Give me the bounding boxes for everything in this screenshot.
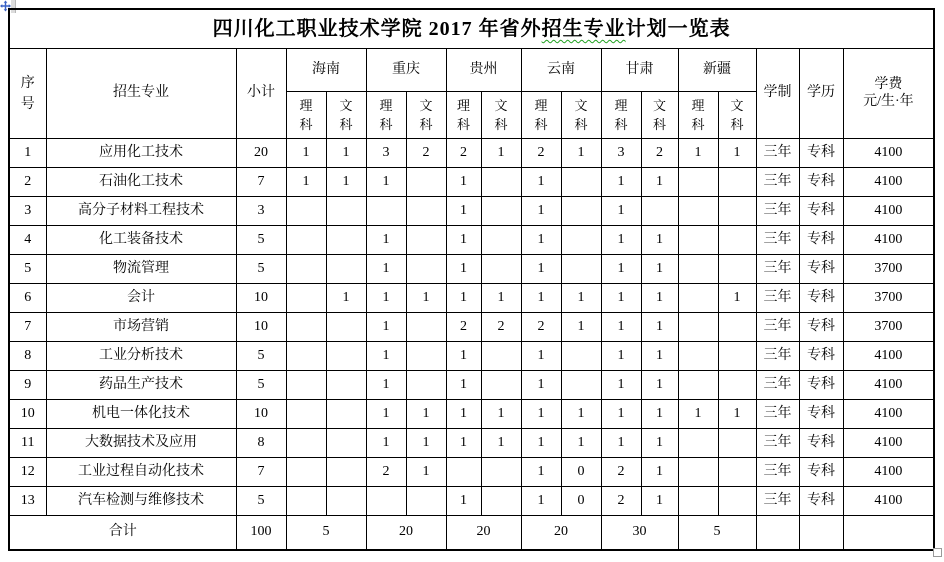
plan-count-cell[interactable]: 1 bbox=[678, 400, 718, 429]
plan-count-cell[interactable]: 1 bbox=[561, 284, 601, 313]
plan-count-cell[interactable]: 1 bbox=[718, 139, 756, 168]
plan-count-cell[interactable]: 1 bbox=[406, 429, 446, 458]
plan-count-cell[interactable] bbox=[678, 168, 718, 197]
degree-cell[interactable]: 专科 bbox=[799, 371, 843, 400]
plan-count-cell[interactable] bbox=[406, 168, 446, 197]
plan-count-cell[interactable]: 2 bbox=[446, 313, 481, 342]
major-name-cell[interactable]: 大数据技术及应用 bbox=[46, 429, 236, 458]
plan-count-cell[interactable]: 1 bbox=[366, 226, 406, 255]
plan-count-cell[interactable]: 1 bbox=[521, 371, 561, 400]
plan-count-cell[interactable]: 1 bbox=[641, 284, 678, 313]
total-row bbox=[9, 516, 934, 551]
plan-count-cell[interactable]: 1 bbox=[641, 487, 678, 516]
degree-cell[interactable]: 专科 bbox=[799, 139, 843, 168]
tuition-cell[interactable]: 3700 bbox=[843, 284, 934, 313]
col-header-science: 理科 bbox=[286, 92, 326, 139]
degree-cell[interactable]: 专科 bbox=[799, 313, 843, 342]
plan-count-cell[interactable] bbox=[286, 284, 326, 313]
duration-cell[interactable]: 三年 bbox=[756, 429, 799, 458]
plan-count-cell[interactable]: 1 bbox=[481, 284, 521, 313]
subtotal-cell[interactable]: 5 bbox=[236, 255, 286, 284]
duration-cell[interactable]: 三年 bbox=[756, 284, 799, 313]
plan-count-cell[interactable] bbox=[718, 429, 756, 458]
row-index-cell[interactable]: 3 bbox=[9, 197, 46, 226]
tuition-cell[interactable]: 4100 bbox=[843, 226, 934, 255]
row-index-cell[interactable]: 11 bbox=[9, 429, 46, 458]
plan-count-cell[interactable] bbox=[326, 255, 366, 284]
table-row bbox=[9, 313, 934, 342]
plan-count-cell[interactable] bbox=[326, 458, 366, 487]
plan-count-cell[interactable]: 1 bbox=[601, 284, 641, 313]
subtotal-cell[interactable]: 7 bbox=[236, 168, 286, 197]
plan-count-cell[interactable]: 1 bbox=[446, 487, 481, 516]
table-row bbox=[9, 487, 934, 516]
col-header-major: 招生专业 bbox=[46, 49, 236, 139]
row-index-cell[interactable]: 1 bbox=[9, 139, 46, 168]
plan-count-cell[interactable]: 1 bbox=[446, 429, 481, 458]
plan-count-cell[interactable] bbox=[286, 342, 326, 371]
row-index-cell[interactable]: 6 bbox=[9, 284, 46, 313]
col-header-index: 序号 bbox=[9, 49, 46, 139]
plan-count-cell[interactable]: 1 bbox=[521, 458, 561, 487]
col-header-subtotal: 小计 bbox=[236, 49, 286, 139]
major-name-cell[interactable]: 汽车检测与维修技术 bbox=[46, 487, 236, 516]
major-name-cell[interactable]: 药品生产技术 bbox=[46, 371, 236, 400]
plan-count-cell[interactable]: 2 bbox=[641, 139, 678, 168]
degree-cell[interactable]: 专科 bbox=[799, 284, 843, 313]
plan-count-cell[interactable] bbox=[481, 458, 521, 487]
plan-count-cell[interactable] bbox=[678, 197, 718, 226]
plan-count-cell[interactable]: 1 bbox=[521, 342, 561, 371]
plan-count-cell[interactable]: 1 bbox=[481, 139, 521, 168]
plan-count-cell[interactable] bbox=[481, 342, 521, 371]
plan-count-cell[interactable] bbox=[286, 400, 326, 429]
plan-count-cell[interactable]: 1 bbox=[561, 139, 601, 168]
plan-count-cell[interactable]: 1 bbox=[366, 255, 406, 284]
col-header-arts: 文科 bbox=[406, 92, 446, 139]
plan-count-cell[interactable]: 1 bbox=[446, 226, 481, 255]
plan-count-cell[interactable]: 1 bbox=[718, 400, 756, 429]
plan-count-cell[interactable] bbox=[678, 313, 718, 342]
degree-cell[interactable]: 专科 bbox=[799, 255, 843, 284]
tuition-cell[interactable]: 4100 bbox=[843, 371, 934, 400]
enrollment-plan-table bbox=[8, 8, 935, 551]
plan-count-cell[interactable]: 3 bbox=[601, 139, 641, 168]
tuition-cell[interactable]: 4100 bbox=[843, 458, 934, 487]
plan-count-cell[interactable]: 1 bbox=[641, 400, 678, 429]
plan-count-cell[interactable]: 1 bbox=[366, 371, 406, 400]
plan-count-cell[interactable]: 1 bbox=[521, 284, 561, 313]
plan-count-cell[interactable]: 1 bbox=[601, 342, 641, 371]
title-row bbox=[9, 9, 934, 49]
plan-count-cell[interactable]: 1 bbox=[601, 255, 641, 284]
plan-count-cell[interactable] bbox=[286, 226, 326, 255]
col-header-arts: 文科 bbox=[718, 92, 756, 139]
subtotal-cell[interactable]: 10 bbox=[236, 400, 286, 429]
plan-count-cell[interactable] bbox=[406, 197, 446, 226]
duration-cell[interactable]: 三年 bbox=[756, 371, 799, 400]
table-row bbox=[9, 284, 934, 313]
plan-count-cell[interactable] bbox=[286, 429, 326, 458]
total-province-cell[interactable]: 5 bbox=[678, 516, 756, 551]
plan-count-cell[interactable] bbox=[481, 487, 521, 516]
major-name-cell[interactable]: 工业过程自动化技术 bbox=[46, 458, 236, 487]
plan-count-cell[interactable]: 1 bbox=[326, 168, 366, 197]
plan-count-cell[interactable]: 1 bbox=[601, 429, 641, 458]
duration-cell[interactable]: 三年 bbox=[756, 458, 799, 487]
subtotal-cell[interactable]: 20 bbox=[236, 139, 286, 168]
table-resize-handle-icon[interactable] bbox=[933, 548, 942, 557]
plan-count-cell[interactable]: 2 bbox=[521, 313, 561, 342]
plan-count-cell[interactable]: 1 bbox=[481, 400, 521, 429]
title-prefix: 四川化工职业技术学院 2017 年省外 bbox=[212, 18, 542, 40]
plan-count-cell[interactable]: 1 bbox=[601, 168, 641, 197]
degree-cell[interactable]: 专科 bbox=[799, 458, 843, 487]
col-header-arts: 文科 bbox=[481, 92, 521, 139]
plan-count-cell[interactable]: 0 bbox=[561, 487, 601, 516]
major-name-cell[interactable]: 工业分析技术 bbox=[46, 342, 236, 371]
total-tuition-cell[interactable] bbox=[843, 516, 934, 551]
plan-count-cell[interactable]: 1 bbox=[446, 371, 481, 400]
plan-count-cell[interactable]: 1 bbox=[366, 168, 406, 197]
plan-count-cell[interactable] bbox=[406, 371, 446, 400]
plan-count-cell[interactable] bbox=[678, 226, 718, 255]
plan-count-cell[interactable] bbox=[718, 313, 756, 342]
plan-count-cell[interactable] bbox=[481, 168, 521, 197]
plan-count-cell[interactable]: 1 bbox=[446, 168, 481, 197]
row-index-cell[interactable]: 10 bbox=[9, 400, 46, 429]
plan-count-cell[interactable]: 1 bbox=[366, 313, 406, 342]
tuition-cell[interactable]: 4100 bbox=[843, 342, 934, 371]
col-header-province-hainan: 海南 bbox=[286, 49, 366, 92]
major-name-cell[interactable]: 高分子材料工程技术 bbox=[46, 197, 236, 226]
major-name-cell[interactable]: 会计 bbox=[46, 284, 236, 313]
plan-count-cell[interactable]: 1 bbox=[446, 197, 481, 226]
plan-count-cell[interactable]: 1 bbox=[521, 429, 561, 458]
plan-count-cell[interactable] bbox=[481, 255, 521, 284]
subtotal-cell[interactable]: 5 bbox=[236, 226, 286, 255]
plan-count-cell[interactable]: 1 bbox=[406, 284, 446, 313]
col-header-science: 理科 bbox=[366, 92, 406, 139]
plan-count-cell[interactable] bbox=[286, 313, 326, 342]
plan-count-cell[interactable] bbox=[561, 226, 601, 255]
total-subtotal-cell[interactable]: 100 bbox=[236, 516, 286, 551]
row-index-cell[interactable]: 13 bbox=[9, 487, 46, 516]
tuition-cell[interactable]: 4100 bbox=[843, 197, 934, 226]
plan-count-cell[interactable]: 1 bbox=[286, 168, 326, 197]
plan-count-cell[interactable] bbox=[286, 487, 326, 516]
plan-count-cell[interactable] bbox=[326, 487, 366, 516]
subtotal-cell[interactable]: 5 bbox=[236, 342, 286, 371]
plan-count-cell[interactable]: 1 bbox=[406, 400, 446, 429]
plan-count-cell[interactable] bbox=[678, 255, 718, 284]
col-header-science: 理科 bbox=[601, 92, 641, 139]
major-name-cell[interactable]: 机电一体化技术 bbox=[46, 400, 236, 429]
subtotal-cell[interactable]: 8 bbox=[236, 429, 286, 458]
tuition-cell[interactable]: 4100 bbox=[843, 487, 934, 516]
subtotal-cell[interactable]: 10 bbox=[236, 284, 286, 313]
duration-cell[interactable]: 三年 bbox=[756, 139, 799, 168]
degree-cell[interactable]: 专科 bbox=[799, 168, 843, 197]
page-title bbox=[9, 9, 934, 49]
degree-cell[interactable]: 专科 bbox=[799, 197, 843, 226]
plan-count-cell[interactable] bbox=[718, 197, 756, 226]
plan-count-cell[interactable] bbox=[326, 313, 366, 342]
tuition-header-line1: 学费 bbox=[874, 76, 903, 92]
total-duration-cell[interactable] bbox=[756, 516, 799, 551]
plan-count-cell[interactable]: 2 bbox=[366, 458, 406, 487]
plan-count-cell[interactable]: 1 bbox=[601, 371, 641, 400]
major-name-cell[interactable]: 石油化工技术 bbox=[46, 168, 236, 197]
plan-count-cell[interactable]: 2 bbox=[481, 313, 521, 342]
plan-count-cell[interactable]: 3 bbox=[366, 139, 406, 168]
plan-count-cell[interactable]: 1 bbox=[641, 168, 678, 197]
plan-count-cell[interactable] bbox=[678, 458, 718, 487]
plan-count-cell[interactable] bbox=[286, 371, 326, 400]
plan-count-cell[interactable]: 1 bbox=[481, 429, 521, 458]
plan-count-cell[interactable] bbox=[678, 371, 718, 400]
plan-count-cell[interactable]: 1 bbox=[446, 342, 481, 371]
duration-cell[interactable]: 三年 bbox=[756, 342, 799, 371]
duration-cell[interactable]: 三年 bbox=[756, 400, 799, 429]
table-row bbox=[9, 458, 934, 487]
plan-count-cell[interactable]: 1 bbox=[326, 284, 366, 313]
plan-count-cell[interactable]: 1 bbox=[561, 400, 601, 429]
plan-count-cell[interactable]: 1 bbox=[601, 400, 641, 429]
degree-cell[interactable]: 专科 bbox=[799, 342, 843, 371]
plan-count-cell[interactable] bbox=[718, 371, 756, 400]
plan-count-cell[interactable]: 1 bbox=[641, 342, 678, 371]
tuition-cell[interactable]: 3700 bbox=[843, 313, 934, 342]
plan-count-cell[interactable]: 2 bbox=[406, 139, 446, 168]
tuition-cell[interactable]: 4100 bbox=[843, 139, 934, 168]
plan-count-cell[interactable] bbox=[678, 342, 718, 371]
plan-count-cell[interactable]: 1 bbox=[678, 139, 718, 168]
plan-count-cell[interactable] bbox=[326, 197, 366, 226]
plan-count-cell[interactable]: 1 bbox=[561, 429, 601, 458]
row-index-cell[interactable]: 2 bbox=[9, 168, 46, 197]
plan-count-cell[interactable] bbox=[286, 197, 326, 226]
plan-count-cell[interactable]: 1 bbox=[601, 226, 641, 255]
plan-count-cell[interactable] bbox=[286, 458, 326, 487]
table-row bbox=[9, 429, 934, 458]
row-index-cell[interactable]: 7 bbox=[9, 313, 46, 342]
plan-count-cell[interactable]: 1 bbox=[446, 255, 481, 284]
plan-count-cell[interactable]: 1 bbox=[641, 313, 678, 342]
total-label-cell[interactable]: 合计 bbox=[9, 516, 236, 551]
col-header-arts: 文科 bbox=[561, 92, 601, 139]
plan-count-cell[interactable]: 1 bbox=[718, 284, 756, 313]
plan-count-cell[interactable]: 1 bbox=[366, 429, 406, 458]
degree-cell[interactable]: 专科 bbox=[799, 429, 843, 458]
plan-count-cell[interactable]: 1 bbox=[521, 255, 561, 284]
plan-count-cell[interactable] bbox=[718, 487, 756, 516]
plan-count-cell[interactable]: 1 bbox=[601, 197, 641, 226]
duration-cell[interactable]: 三年 bbox=[756, 255, 799, 284]
col-header-province-chongqing: 重庆 bbox=[366, 49, 446, 92]
table-row bbox=[9, 168, 934, 197]
plan-count-cell[interactable] bbox=[326, 400, 366, 429]
plan-count-cell[interactable] bbox=[406, 226, 446, 255]
col-header-arts: 文科 bbox=[326, 92, 366, 139]
row-index-cell[interactable]: 9 bbox=[9, 371, 46, 400]
title-suffix: 计划一览表 bbox=[625, 18, 731, 40]
plan-count-cell[interactable] bbox=[366, 487, 406, 516]
plan-count-cell[interactable]: 1 bbox=[521, 197, 561, 226]
plan-count-cell[interactable] bbox=[406, 313, 446, 342]
tuition-header-line2: 元/生·年 bbox=[863, 93, 914, 109]
col-header-degree: 学历 bbox=[799, 49, 843, 139]
duration-cell[interactable]: 三年 bbox=[756, 226, 799, 255]
col-header-arts: 文科 bbox=[641, 92, 678, 139]
duration-cell[interactable]: 三年 bbox=[756, 197, 799, 226]
plan-count-cell[interactable]: 0 bbox=[561, 458, 601, 487]
total-degree-cell[interactable] bbox=[799, 516, 843, 551]
row-index-cell[interactable]: 5 bbox=[9, 255, 46, 284]
plan-count-cell[interactable] bbox=[718, 168, 756, 197]
plan-count-cell[interactable] bbox=[561, 255, 601, 284]
plan-count-cell[interactable]: 1 bbox=[641, 429, 678, 458]
plan-count-cell[interactable] bbox=[406, 342, 446, 371]
plan-count-cell[interactable]: 1 bbox=[286, 139, 326, 168]
col-header-duration: 学制 bbox=[756, 49, 799, 139]
degree-cell[interactable]: 专科 bbox=[799, 226, 843, 255]
plan-count-cell[interactable] bbox=[561, 342, 601, 371]
tuition-cell[interactable]: 4100 bbox=[843, 400, 934, 429]
duration-cell[interactable]: 三年 bbox=[756, 487, 799, 516]
plan-count-cell[interactable]: 2 bbox=[601, 487, 641, 516]
subtotal-cell[interactable]: 3 bbox=[236, 197, 286, 226]
plan-count-cell[interactable] bbox=[641, 197, 678, 226]
table-row bbox=[9, 255, 934, 284]
plan-count-cell[interactable] bbox=[326, 342, 366, 371]
plan-count-cell[interactable] bbox=[678, 487, 718, 516]
row-index-cell[interactable]: 8 bbox=[9, 342, 46, 371]
total-province-cell[interactable]: 20 bbox=[521, 516, 601, 551]
plan-count-cell[interactable] bbox=[326, 226, 366, 255]
major-name-cell[interactable]: 应用化工技术 bbox=[46, 139, 236, 168]
major-name-cell[interactable]: 物流管理 bbox=[46, 255, 236, 284]
subtotal-cell[interactable]: 7 bbox=[236, 458, 286, 487]
plan-count-cell[interactable] bbox=[481, 226, 521, 255]
plan-count-cell[interactable] bbox=[718, 342, 756, 371]
major-name-cell[interactable]: 市场营销 bbox=[46, 313, 236, 342]
plan-count-cell[interactable]: 1 bbox=[521, 487, 561, 516]
plan-count-cell[interactable] bbox=[561, 168, 601, 197]
plan-count-cell[interactable]: 1 bbox=[521, 226, 561, 255]
plan-count-cell[interactable] bbox=[326, 429, 366, 458]
plan-count-cell[interactable]: 1 bbox=[366, 342, 406, 371]
plan-count-cell[interactable] bbox=[561, 371, 601, 400]
plan-count-cell[interactable] bbox=[446, 458, 481, 487]
plan-count-cell[interactable] bbox=[406, 255, 446, 284]
plan-count-cell[interactable]: 1 bbox=[641, 255, 678, 284]
plan-count-cell[interactable]: 1 bbox=[641, 371, 678, 400]
plan-count-cell[interactable]: 2 bbox=[521, 139, 561, 168]
plan-count-cell[interactable] bbox=[406, 487, 446, 516]
col-header-province-xinjiang: 新疆 bbox=[678, 49, 756, 92]
row-index-cell[interactable]: 4 bbox=[9, 226, 46, 255]
plan-count-cell[interactable] bbox=[481, 371, 521, 400]
header-row-provinces bbox=[9, 49, 934, 92]
degree-cell[interactable]: 专科 bbox=[799, 400, 843, 429]
plan-count-cell[interactable]: 1 bbox=[521, 168, 561, 197]
title-spellcheck-marked: 招生专业 bbox=[541, 18, 626, 40]
plan-count-cell[interactable] bbox=[678, 284, 718, 313]
plan-count-cell[interactable]: 1 bbox=[446, 284, 481, 313]
subtotal-cell[interactable]: 5 bbox=[236, 487, 286, 516]
plan-count-cell[interactable]: 1 bbox=[561, 313, 601, 342]
subtotal-cell[interactable]: 10 bbox=[236, 313, 286, 342]
col-header-science: 理科 bbox=[521, 92, 561, 139]
total-province-cell[interactable]: 30 bbox=[601, 516, 678, 551]
plan-count-cell[interactable]: 1 bbox=[366, 284, 406, 313]
plan-count-cell[interactable]: 1 bbox=[641, 226, 678, 255]
plan-count-cell[interactable] bbox=[718, 226, 756, 255]
table-row bbox=[9, 400, 934, 429]
col-header-tuition bbox=[843, 49, 934, 139]
total-province-cell[interactable]: 5 bbox=[286, 516, 366, 551]
col-header-province-yunnan: 云南 bbox=[521, 49, 601, 92]
plan-count-cell[interactable] bbox=[561, 197, 601, 226]
plan-count-cell[interactable] bbox=[718, 458, 756, 487]
duration-cell[interactable]: 三年 bbox=[756, 168, 799, 197]
plan-count-cell[interactable]: 1 bbox=[446, 400, 481, 429]
plan-count-cell[interactable] bbox=[326, 371, 366, 400]
table-row bbox=[9, 371, 934, 400]
tuition-cell[interactable]: 4100 bbox=[843, 168, 934, 197]
plan-count-cell[interactable]: 2 bbox=[446, 139, 481, 168]
col-header-science: 理科 bbox=[678, 92, 718, 139]
col-header-science: 理科 bbox=[446, 92, 481, 139]
plan-count-cell[interactable]: 1 bbox=[601, 313, 641, 342]
major-name-cell[interactable]: 化工装备技术 bbox=[46, 226, 236, 255]
col-header-province-guizhou: 贵州 bbox=[446, 49, 521, 92]
plan-count-cell[interactable] bbox=[481, 197, 521, 226]
duration-cell[interactable]: 三年 bbox=[756, 313, 799, 342]
plan-count-cell[interactable] bbox=[366, 197, 406, 226]
plan-count-cell[interactable] bbox=[718, 255, 756, 284]
table-row bbox=[9, 226, 934, 255]
table-row bbox=[9, 342, 934, 371]
plan-count-cell[interactable]: 1 bbox=[406, 458, 446, 487]
total-province-cell[interactable]: 20 bbox=[366, 516, 446, 551]
table-row bbox=[9, 139, 934, 168]
plan-count-cell[interactable] bbox=[286, 255, 326, 284]
plan-count-cell[interactable]: 2 bbox=[601, 458, 641, 487]
table-row bbox=[9, 197, 934, 226]
plan-count-cell[interactable]: 1 bbox=[521, 400, 561, 429]
plan-count-cell[interactable]: 1 bbox=[641, 458, 678, 487]
subtotal-cell[interactable]: 5 bbox=[236, 371, 286, 400]
tuition-cell[interactable]: 4100 bbox=[843, 429, 934, 458]
tuition-cell[interactable]: 3700 bbox=[843, 255, 934, 284]
plan-count-cell[interactable]: 1 bbox=[366, 400, 406, 429]
row-index-cell[interactable]: 12 bbox=[9, 458, 46, 487]
col-header-province-gansu: 甘肃 bbox=[601, 49, 678, 92]
plan-count-cell[interactable]: 1 bbox=[326, 139, 366, 168]
plan-count-cell[interactable] bbox=[678, 429, 718, 458]
total-province-cell[interactable]: 20 bbox=[446, 516, 521, 551]
degree-cell[interactable]: 专科 bbox=[799, 487, 843, 516]
